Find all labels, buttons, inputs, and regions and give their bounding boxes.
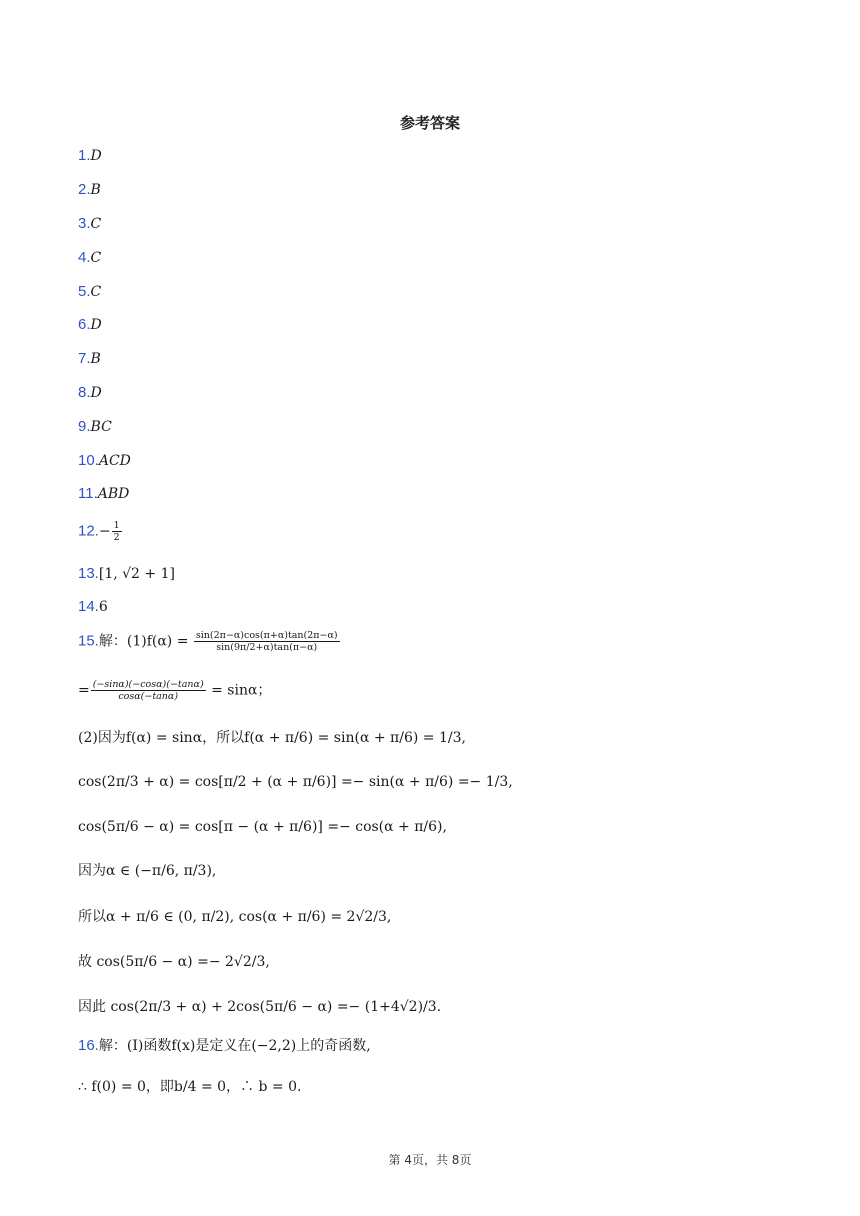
answer-choice: D	[90, 317, 102, 333]
answer-choice: C	[90, 284, 102, 300]
solution-line: 因此 cos(2π/3 + α) + 2cos(5π/6 − α) =− (1+4√2)/3.	[78, 999, 442, 1015]
answer-8	[78, 383, 102, 403]
answer-number: 16.	[78, 1037, 99, 1054]
step-result: = sinα；	[211, 682, 272, 699]
answer-6	[78, 315, 102, 335]
solution-line: (2)因为f(α) = sinα，所以f(α + π/6) = sin(α + π/6) = 1/3,	[78, 730, 466, 746]
answer-choice: B	[90, 182, 101, 198]
answer-5	[78, 282, 101, 302]
answer-choice: D	[90, 385, 102, 401]
answer-10	[78, 451, 131, 471]
answer-number: 2.	[78, 181, 91, 198]
answer-value: 6	[98, 599, 108, 615]
answer-choice: C	[90, 216, 102, 232]
answer-14	[78, 597, 108, 617]
answer-number: 15.	[78, 632, 99, 650]
answer-number: 13.	[78, 565, 99, 582]
answer-number: 1.	[78, 147, 91, 164]
answer-2	[78, 180, 101, 200]
solution-intro: 解：(1)f(α) =	[98, 633, 193, 650]
answer-choice: D	[90, 148, 102, 164]
fraction-numerator: 1	[113, 520, 120, 531]
answer-number: 11.	[78, 485, 98, 502]
fraction	[194, 630, 340, 653]
fraction-numerator: (−sinα)(−cosα)(−tanα)	[92, 679, 204, 690]
solution-line: ∴ f(0) = 0，即b/4 = 0，∴ b = 0.	[78, 1079, 302, 1095]
solution-line: cos(5π/6 − α) = cos[π − (α + π/6)] =− cos(α + π/6),	[78, 819, 447, 835]
answer-9	[78, 417, 112, 437]
answer-number: 5.	[78, 283, 91, 300]
sign: −	[98, 523, 111, 540]
answer-3	[78, 214, 101, 234]
answer-13	[78, 564, 175, 584]
answer-number: 7.	[78, 350, 91, 367]
answer-choice: B	[90, 351, 101, 367]
answer-15-part1	[78, 630, 341, 653]
answer-choice: ABD	[97, 486, 130, 502]
page-title: 参考答案	[399, 114, 460, 132]
answer-number: 9.	[78, 418, 91, 435]
solution-line: 故 cos(5π/6 − α) =− 2√2/3,	[78, 954, 270, 970]
answer-number: 10.	[78, 452, 99, 469]
answer-11	[78, 484, 129, 504]
fraction	[91, 679, 206, 702]
answer-7	[78, 349, 101, 369]
answer-number: 6.	[78, 316, 91, 333]
answer-choice: BC	[90, 419, 112, 435]
answer-interval: [1, √2 + 1]	[98, 566, 175, 582]
answer-1	[78, 146, 102, 166]
solution-line: 所以α + π/6 ∈ (0, π/2), cos(α + π/6) = 2√2/3,	[78, 909, 392, 925]
answer-number: 14.	[78, 598, 99, 615]
answer-12	[78, 520, 123, 543]
equals-sign: =	[78, 682, 90, 699]
solution-line: 解：(I)函数f(x)是定义在(−2,2)上的奇函数,	[98, 1038, 371, 1054]
answer-number: 3.	[78, 215, 91, 232]
solution-line: 因为α ∈ (−π/6, π/3),	[78, 863, 217, 879]
answer-15-simplify	[78, 679, 271, 702]
page-footer: 第 4页，共 8页	[388, 1153, 472, 1167]
fraction-denominator: 2	[113, 532, 120, 543]
answer-4	[78, 248, 101, 268]
answer-number: 8.	[78, 384, 91, 401]
answer-number: 4.	[78, 249, 91, 266]
fraction	[112, 520, 122, 543]
answer-number: 12.	[78, 522, 99, 540]
solution-line: cos(2π/3 + α) = cos[π/2 + (α + π/6)] =− sin(α + π/6) =− 1/3,	[78, 774, 513, 790]
fraction-denominator: sin(9π/2+α)tan(π−α)	[216, 642, 318, 653]
answer-16-line1	[78, 1036, 371, 1056]
fraction-denominator: cosα(−tanα)	[118, 691, 179, 702]
answer-choice: C	[90, 250, 102, 266]
answer-choice: ACD	[98, 453, 131, 469]
fraction-numerator: sin(2π−α)cos(π+α)tan(2π−α)	[195, 630, 338, 641]
